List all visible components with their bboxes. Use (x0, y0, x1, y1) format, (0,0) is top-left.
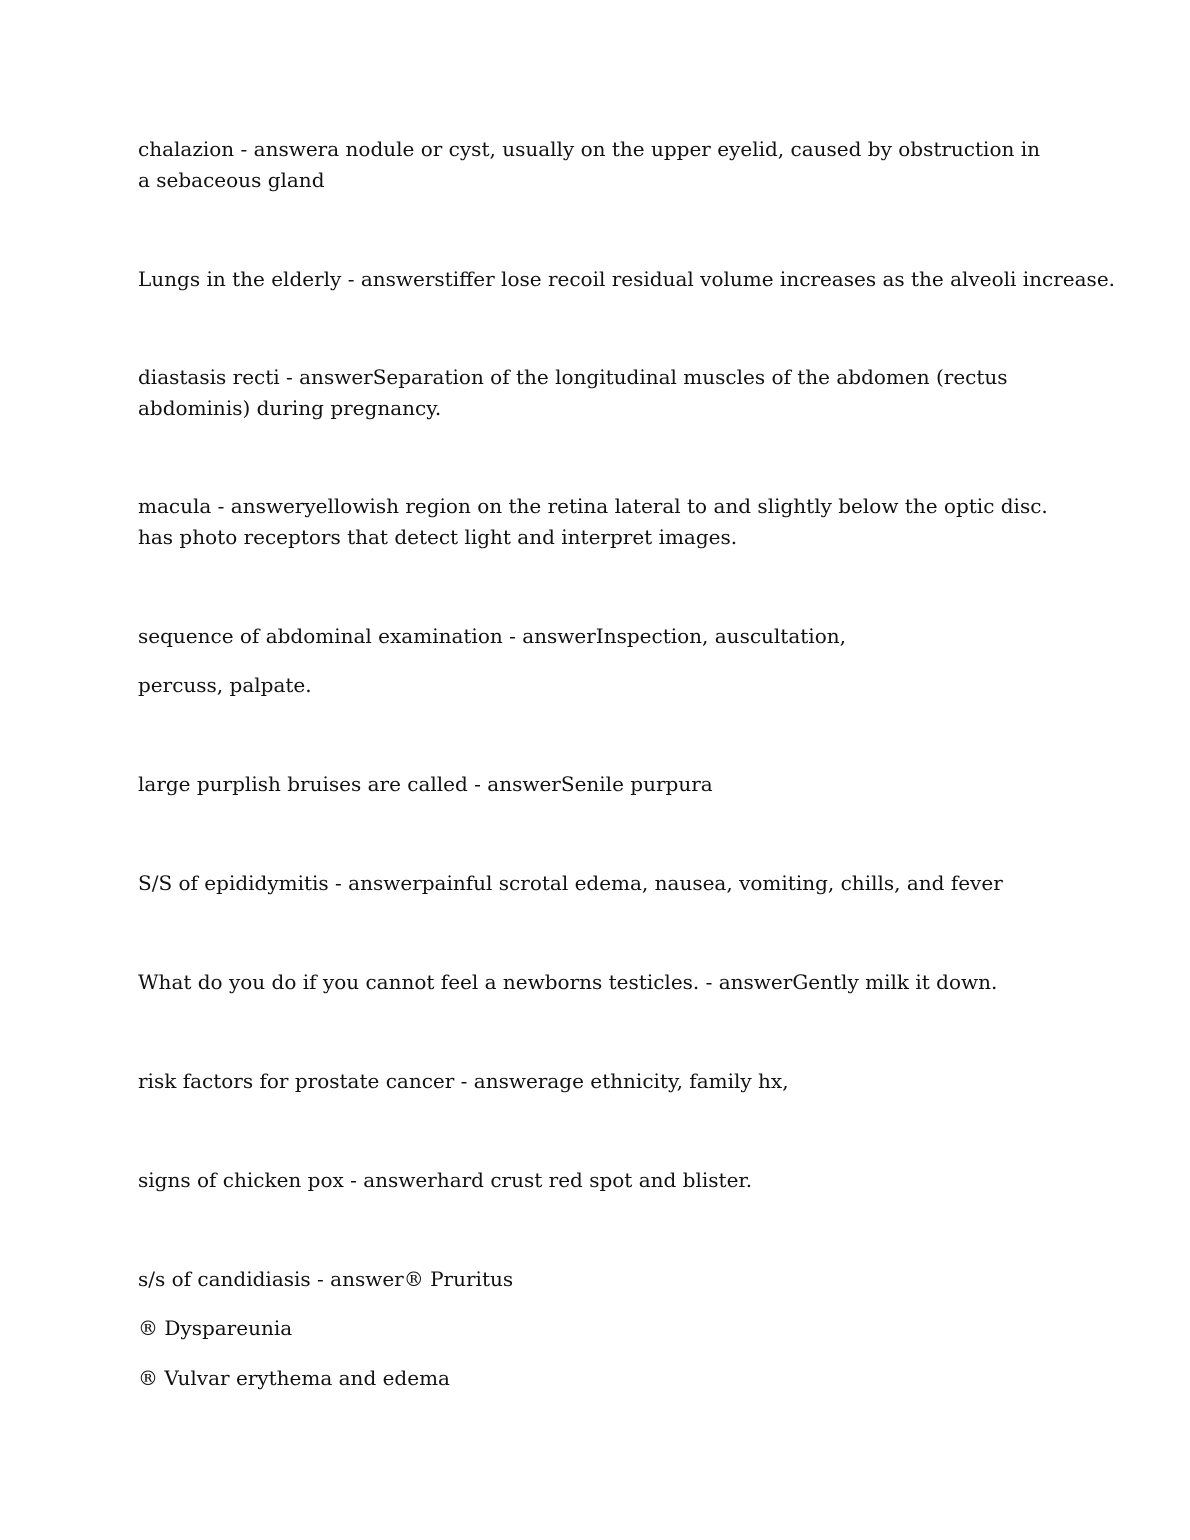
flashcard-candidiasis-line1: s/s of candidiasis - answer® Pruritus (138, 1267, 514, 1291)
flashcard-candidiasis-line3: ® Vulvar erythema and edema (138, 1366, 450, 1390)
flashcard-epididymitis: S/S of epididymitis - answerpainful scrotal edema, nausea, vomiting, chills, and fever (138, 871, 1003, 895)
flashcard-abdominal-exam-line1: sequence of abdominal examination - answerInspection, auscultation, (138, 624, 846, 648)
flashcard-abdominal-exam-line2: percuss, palpate. (138, 673, 312, 697)
flashcard-chicken-pox: signs of chicken pox - answerhard crust red spot and blister. (138, 1168, 753, 1192)
flashcard-diastasis-recti: diastasis recti - answerSeparation of the longitudinal muscles of the abdomen (rectus abdominis) during pregnancy. (138, 365, 1008, 420)
flashcard-macula: macula - answeryellowish region on the retina lateral to and slightly below the optic disc. has photo receptors that detect light and interpret images. (138, 494, 1048, 549)
flashcard-candidiasis-line2: ® Dyspareunia (138, 1316, 293, 1340)
flashcard-chalazion: chalazion - answera nodule or cyst, usually on the upper eyelid, caused by obstruction in a sebaceous gland (138, 137, 1041, 192)
flashcard-newborn-testicles: What do you do if you cannot feel a newborns testicles. - answerGently milk it down. (138, 970, 998, 994)
flashcard-senile-purpura: large purplish bruises are called - answerSenile purpura (138, 772, 713, 796)
flashcard-prostate-cancer: risk factors for prostate cancer - answerage ethnicity, family hx, (138, 1069, 789, 1093)
flashcard-lungs-elderly: Lungs in the elderly - answerstiffer lose recoil residual volume increases as the alveoli increase. (138, 267, 1116, 291)
